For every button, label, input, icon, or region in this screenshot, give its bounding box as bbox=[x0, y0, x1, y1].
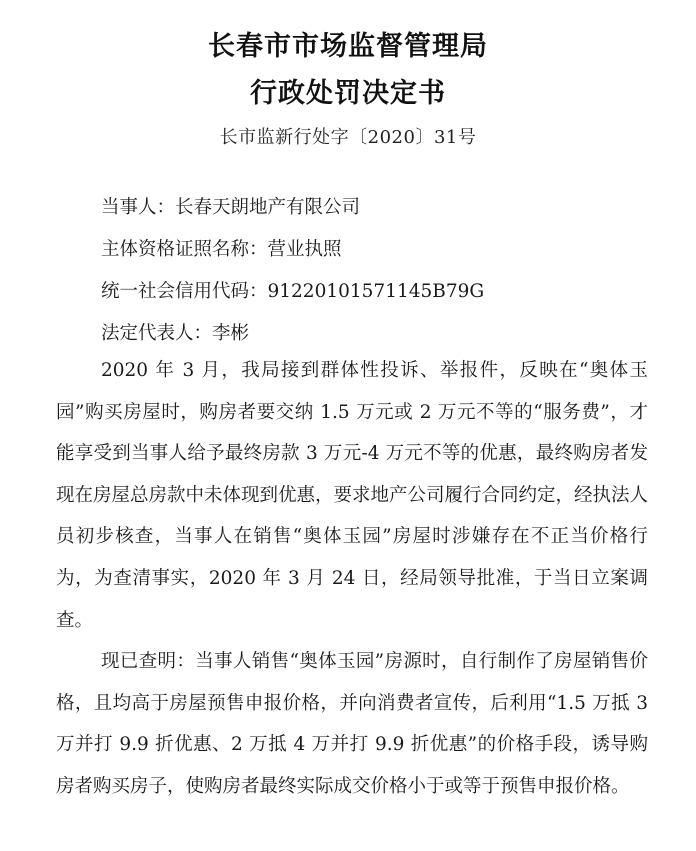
document-number: 长市监新行处字〔2020〕31号 bbox=[219, 127, 477, 148]
case-background-paragraph: 2020 年 3 月，我局接到群体性投诉、举报件，反映在“奥体玉园”购买房屋时，购房者要交纳 1.5 万元或 2 万元不等的“服务费”，才能享受到当事人给予最终房款 3 万元-4 万元不等的优惠，最终购房者发现在房屋总房款中未体现到优惠，要求地产公司履行合同约定，经执法人员初步核查，当事人在销售“奥体玉园”房屋时涉嫌存在不正当价格行为，为查清事实，2020 年 3 月 24 日，经局领导批准，于当日立案调查。 bbox=[56, 360, 649, 631]
qualification-cert-field: 主体资格证照名称：营业执照 bbox=[101, 239, 342, 260]
party-name-field: 当事人：长春天朗地产有限公司 bbox=[101, 197, 361, 218]
document-title-type: 行政处罚决定书 bbox=[250, 78, 446, 109]
legal-representative-field: 法定代表人：李彬 bbox=[101, 323, 250, 344]
document-title-authority: 长春市市场监督管理局 bbox=[208, 31, 488, 62]
credit-code-field: 统一社会信用代码：91220101571145B79G bbox=[101, 281, 485, 302]
findings-paragraph: 现已查明：当事人销售“奥体玉园”房源时，自行制作了房屋销售价格，且均高于房屋预售申报价格，并向消费者宣传，后利用“1.5 万抵 3 万并打 9.9 折优惠、2 万抵 4 万并打 9.9 折优惠”的价格手段，诱导购房者购买房子，使购房者最终实际成交价格小于或等于预售申报价格。 bbox=[56, 651, 648, 797]
